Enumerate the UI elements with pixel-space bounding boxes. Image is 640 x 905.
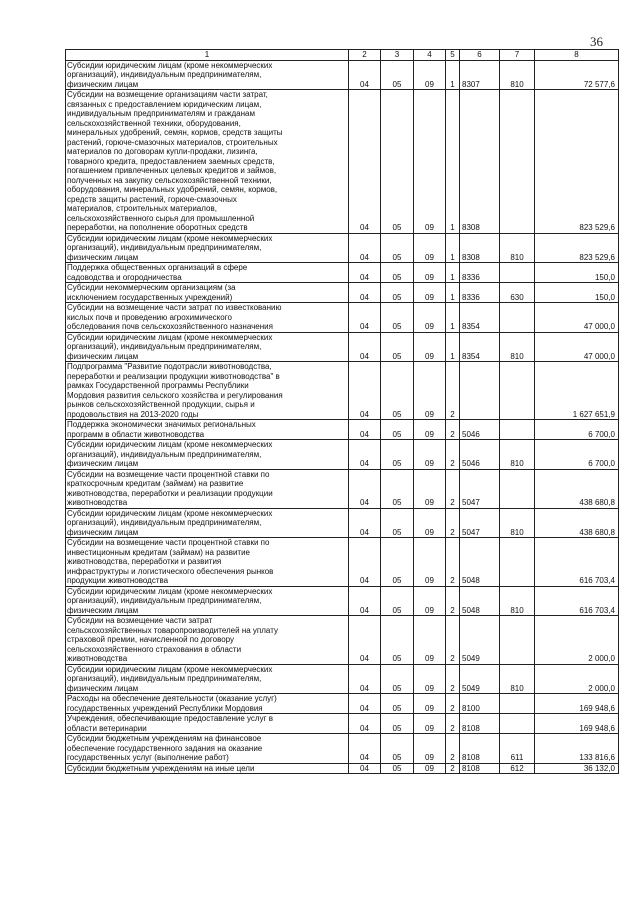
code-cell: 04 bbox=[349, 283, 381, 303]
page-number: 36 bbox=[590, 34, 603, 49]
code-cell: 8108 bbox=[460, 734, 500, 764]
code-cell: 05 bbox=[381, 664, 414, 694]
code-cell bbox=[500, 714, 535, 734]
code-cell bbox=[500, 469, 535, 508]
description-cell: Субсидии бюджетным учреждениям на иные цели bbox=[66, 763, 349, 774]
description-cell: Субсидии юридическим лицам (кроме некоммерческих организаций), индивидуальным предпринимателям, физическим лицам bbox=[66, 586, 349, 616]
amount-cell: 133 816,6 bbox=[535, 734, 619, 764]
code-cell: 8308 bbox=[460, 90, 500, 234]
code-cell: 09 bbox=[414, 714, 446, 734]
table-body bbox=[66, 60, 619, 774]
code-cell: 04 bbox=[349, 734, 381, 764]
code-cell: 1 bbox=[446, 332, 460, 362]
code-cell: 04 bbox=[349, 362, 381, 420]
code-cell: 09 bbox=[414, 362, 446, 420]
code-cell: 8108 bbox=[460, 714, 500, 734]
code-cell: 05 bbox=[381, 694, 414, 714]
code-cell: 05 bbox=[381, 420, 414, 440]
code-cell: 04 bbox=[349, 263, 381, 283]
code-cell: 5047 bbox=[460, 508, 500, 538]
code-cell: 8100 bbox=[460, 694, 500, 714]
code-cell: 5048 bbox=[460, 586, 500, 616]
code-cell: 1 bbox=[446, 90, 460, 234]
code-cell: 5048 bbox=[460, 538, 500, 587]
code-cell: 09 bbox=[414, 440, 446, 470]
code-cell: 09 bbox=[414, 664, 446, 694]
code-cell: 2 bbox=[446, 714, 460, 734]
header-cell: 8 bbox=[535, 50, 619, 61]
code-cell: 05 bbox=[381, 283, 414, 303]
code-cell: 04 bbox=[349, 303, 381, 333]
code-cell: 09 bbox=[414, 694, 446, 714]
table-row bbox=[66, 538, 619, 587]
amount-cell: 47 000,0 bbox=[535, 303, 619, 333]
code-cell: 04 bbox=[349, 60, 381, 90]
code-cell: 5046 bbox=[460, 440, 500, 470]
description-cell: Субсидии на возмещение организациям части затрат, связанных с предоставлением юридическим лицам, индивидуальным предпринимателям и гражданам сельскохозяйственной техники, оборудования, минеральных удобрений, семян, кормов, средств защиты растений, горюче-смазочных материалов, строительных материалов по договорам купли-продажи, лизинга, товарного кредита, предоставлением заемных средств, погашением привлеченных целевых кредитов и займов, полученных на закупку сельскохозяйственной техники, оборудования, минеральных удобрений, семян, кормов, средств защиты растений, горюче-смазочных материалов, строительных материалов, сельскохозяйственного сырья для промышленной переработки, на пополнение оборотных средств bbox=[66, 90, 349, 234]
code-cell: 04 bbox=[349, 233, 381, 263]
code-cell: 2 bbox=[446, 763, 460, 774]
table-row bbox=[66, 508, 619, 538]
amount-cell: 6 700,0 bbox=[535, 420, 619, 440]
code-cell: 09 bbox=[414, 90, 446, 234]
code-cell bbox=[500, 420, 535, 440]
code-cell: 05 bbox=[381, 586, 414, 616]
table-row bbox=[66, 586, 619, 616]
code-cell: 05 bbox=[381, 714, 414, 734]
amount-cell: 169 948,6 bbox=[535, 714, 619, 734]
code-cell bbox=[460, 362, 500, 420]
code-cell bbox=[500, 616, 535, 665]
code-cell: 05 bbox=[381, 263, 414, 283]
amount-cell: 36 132,0 bbox=[535, 763, 619, 774]
code-cell: 09 bbox=[414, 616, 446, 665]
code-cell: 810 bbox=[500, 664, 535, 694]
code-cell: 8108 bbox=[460, 763, 500, 774]
amount-cell: 72 577,6 bbox=[535, 60, 619, 90]
table-row bbox=[66, 714, 619, 734]
code-cell: 1 bbox=[446, 60, 460, 90]
amount-cell: 150,0 bbox=[535, 283, 619, 303]
description-cell: Субсидии юридическим лицам (кроме некоммерческих организаций), индивидуальным предпринимателям, физическим лицам bbox=[66, 233, 349, 263]
code-cell: 09 bbox=[414, 734, 446, 764]
description-cell: Субсидии на возмещение части процентной ставки по инвестиционным кредитам (займам) на развитие животноводства, переработки и развития инфраструктуры и логистического обеспечения рынков продукции животноводства bbox=[66, 538, 349, 587]
description-cell: Поддержка экономически значимых региональных программ в области животноводства bbox=[66, 420, 349, 440]
code-cell: 810 bbox=[500, 60, 535, 90]
code-cell: 05 bbox=[381, 332, 414, 362]
header-cell: 7 bbox=[500, 50, 535, 61]
amount-cell: 823 529,6 bbox=[535, 233, 619, 263]
amount-cell: 616 703,4 bbox=[535, 586, 619, 616]
code-cell: 5049 bbox=[460, 664, 500, 694]
code-cell: 1 bbox=[446, 303, 460, 333]
code-cell: 09 bbox=[414, 469, 446, 508]
description-cell: Субсидии на возмещение части затрат по известкованию кислых почв и проведению агрохимического обследования почв сельскохозяйственного назначения bbox=[66, 303, 349, 333]
table-row bbox=[66, 440, 619, 470]
code-cell: 04 bbox=[349, 332, 381, 362]
amount-cell: 47 000,0 bbox=[535, 332, 619, 362]
code-cell: 04 bbox=[349, 714, 381, 734]
code-cell: 2 bbox=[446, 508, 460, 538]
code-cell: 09 bbox=[414, 586, 446, 616]
description-cell: Расходы на обеспечение деятельности (оказание услуг) государственных учреждений Республики Мордовия bbox=[66, 694, 349, 714]
description-cell: Субсидии юридическим лицам (кроме некоммерческих организаций), индивидуальным предпринимателям, физическим лицам bbox=[66, 508, 349, 538]
code-cell: 05 bbox=[381, 734, 414, 764]
amount-cell: 2 000,0 bbox=[535, 616, 619, 665]
amount-cell: 438 680,8 bbox=[535, 508, 619, 538]
code-cell: 611 bbox=[500, 734, 535, 764]
amount-cell: 823 529,6 bbox=[535, 90, 619, 234]
code-cell: 09 bbox=[414, 60, 446, 90]
code-cell bbox=[500, 90, 535, 234]
code-cell: 05 bbox=[381, 440, 414, 470]
code-cell: 2 bbox=[446, 440, 460, 470]
code-cell: 8308 bbox=[460, 233, 500, 263]
code-cell bbox=[500, 303, 535, 333]
code-cell: 09 bbox=[414, 303, 446, 333]
table-row bbox=[66, 469, 619, 508]
description-cell: Субсидии юридическим лицам (кроме некоммерческих организаций), индивидуальным предпринимателям, физическим лицам bbox=[66, 440, 349, 470]
table-row bbox=[66, 332, 619, 362]
code-cell: 810 bbox=[500, 332, 535, 362]
header-cell: 2 bbox=[349, 50, 381, 61]
code-cell: 05 bbox=[381, 616, 414, 665]
description-cell: Субсидии некоммерческим организациям (за исключением государственных учреждений) bbox=[66, 283, 349, 303]
code-cell: 09 bbox=[414, 263, 446, 283]
code-cell: 09 bbox=[414, 420, 446, 440]
code-cell bbox=[500, 362, 535, 420]
code-cell: 5047 bbox=[460, 469, 500, 508]
amount-cell: 1 627 651,9 bbox=[535, 362, 619, 420]
amount-cell: 6 700,0 bbox=[535, 440, 619, 470]
code-cell: 810 bbox=[500, 508, 535, 538]
code-cell: 05 bbox=[381, 303, 414, 333]
code-cell: 2 bbox=[446, 586, 460, 616]
code-cell: 05 bbox=[381, 362, 414, 420]
code-cell: 5046 bbox=[460, 420, 500, 440]
code-cell: 04 bbox=[349, 420, 381, 440]
code-cell: 1 bbox=[446, 283, 460, 303]
code-cell: 04 bbox=[349, 586, 381, 616]
code-cell: 630 bbox=[500, 283, 535, 303]
amount-cell: 616 703,4 bbox=[535, 538, 619, 587]
description-cell: Поддержка общественных организаций в сфере садоводства и огородничества bbox=[66, 263, 349, 283]
code-cell: 8307 bbox=[460, 60, 500, 90]
header-cell: 6 bbox=[460, 50, 500, 61]
code-cell: 2 bbox=[446, 420, 460, 440]
code-cell: 2 bbox=[446, 694, 460, 714]
header-row bbox=[66, 50, 619, 61]
code-cell: 2 bbox=[446, 664, 460, 694]
code-cell: 09 bbox=[414, 233, 446, 263]
code-cell: 05 bbox=[381, 60, 414, 90]
code-cell bbox=[500, 538, 535, 587]
code-cell: 05 bbox=[381, 233, 414, 263]
table-row bbox=[66, 763, 619, 774]
header-cell: 3 bbox=[381, 50, 414, 61]
code-cell bbox=[500, 263, 535, 283]
code-cell: 09 bbox=[414, 283, 446, 303]
table-row bbox=[66, 90, 619, 234]
code-cell: 09 bbox=[414, 763, 446, 774]
table-row bbox=[66, 734, 619, 764]
description-cell: Субсидии юридическим лицам (кроме некоммерческих организаций), индивидуальным предпринимателям, физическим лицам bbox=[66, 332, 349, 362]
description-cell: Субсидии юридическим лицам (кроме некоммерческих организаций), индивидуальным предпринимателям, физическим лицам bbox=[66, 60, 349, 90]
description-cell: Субсидии на возмещение части процентной ставки по краткосрочным кредитам (займам) на развитие животноводства, переработки и реализации продукции животноводства bbox=[66, 469, 349, 508]
code-cell: 810 bbox=[500, 586, 535, 616]
code-cell: 09 bbox=[414, 332, 446, 362]
code-cell: 2 bbox=[446, 362, 460, 420]
code-cell: 05 bbox=[381, 763, 414, 774]
description-cell: Субсидии юридическим лицам (кроме некоммерческих организаций), индивидуальным предпринимателям, физическим лицам bbox=[66, 664, 349, 694]
code-cell: 05 bbox=[381, 469, 414, 508]
code-cell: 1 bbox=[446, 263, 460, 283]
code-cell: 8354 bbox=[460, 303, 500, 333]
table-row bbox=[66, 420, 619, 440]
code-cell: 2 bbox=[446, 734, 460, 764]
code-cell: 1 bbox=[446, 233, 460, 263]
amount-cell: 2 000,0 bbox=[535, 664, 619, 694]
code-cell: 04 bbox=[349, 440, 381, 470]
code-cell: 04 bbox=[349, 469, 381, 508]
table-row bbox=[66, 694, 619, 714]
code-cell: 810 bbox=[500, 440, 535, 470]
code-cell: 8336 bbox=[460, 263, 500, 283]
table-row bbox=[66, 616, 619, 665]
description-cell: Субсидии на возмещение части затрат сельскохозяйственных товаропроизводителей на уплату страховой премии, начисленной по договору сельскохозяйственного страхования в области животноводства bbox=[66, 616, 349, 665]
code-cell: 04 bbox=[349, 664, 381, 694]
code-cell: 09 bbox=[414, 508, 446, 538]
table-row bbox=[66, 664, 619, 694]
code-cell: 09 bbox=[414, 538, 446, 587]
code-cell: 810 bbox=[500, 233, 535, 263]
table-row bbox=[66, 303, 619, 333]
code-cell: 2 bbox=[446, 538, 460, 587]
description-cell: Субсидии бюджетным учреждениям на финансовое обеспечение государственного задания на оказание государственных услуг (выполнение работ) bbox=[66, 734, 349, 764]
code-cell: 05 bbox=[381, 538, 414, 587]
code-cell: 612 bbox=[500, 763, 535, 774]
code-cell: 04 bbox=[349, 508, 381, 538]
code-cell: 04 bbox=[349, 763, 381, 774]
code-cell: 8336 bbox=[460, 283, 500, 303]
code-cell: 04 bbox=[349, 90, 381, 234]
code-cell: 2 bbox=[446, 469, 460, 508]
code-cell: 04 bbox=[349, 694, 381, 714]
table-row bbox=[66, 60, 619, 90]
header-cell: 1 bbox=[66, 50, 349, 61]
description-cell: Подпрограмма "Развитие подотрасли животноводства, переработки и реализации продукции животноводства" в рамках Государственной программы Республики Мордовия развития сельского хозяйства и регулирования рынков сельскохозяйственной продукции, сырья и продовольствия на 2013-2020 годы bbox=[66, 362, 349, 420]
table-row bbox=[66, 263, 619, 283]
code-cell: 05 bbox=[381, 90, 414, 234]
amount-cell: 169 948,6 bbox=[535, 694, 619, 714]
code-cell bbox=[500, 694, 535, 714]
table-row bbox=[66, 283, 619, 303]
description-cell: Учреждения, обеспечивающие предоставление услуг в области ветеринарии bbox=[66, 714, 349, 734]
code-cell: 04 bbox=[349, 538, 381, 587]
budget-table bbox=[65, 49, 619, 774]
code-cell: 5049 bbox=[460, 616, 500, 665]
table-row bbox=[66, 233, 619, 263]
amount-cell: 150,0 bbox=[535, 263, 619, 283]
header-cell: 4 bbox=[414, 50, 446, 61]
amount-cell: 438 680,8 bbox=[535, 469, 619, 508]
table-row bbox=[66, 362, 619, 420]
code-cell: 2 bbox=[446, 616, 460, 665]
header-cell: 5 bbox=[446, 50, 460, 61]
code-cell: 04 bbox=[349, 616, 381, 665]
code-cell: 05 bbox=[381, 508, 414, 538]
code-cell: 8354 bbox=[460, 332, 500, 362]
